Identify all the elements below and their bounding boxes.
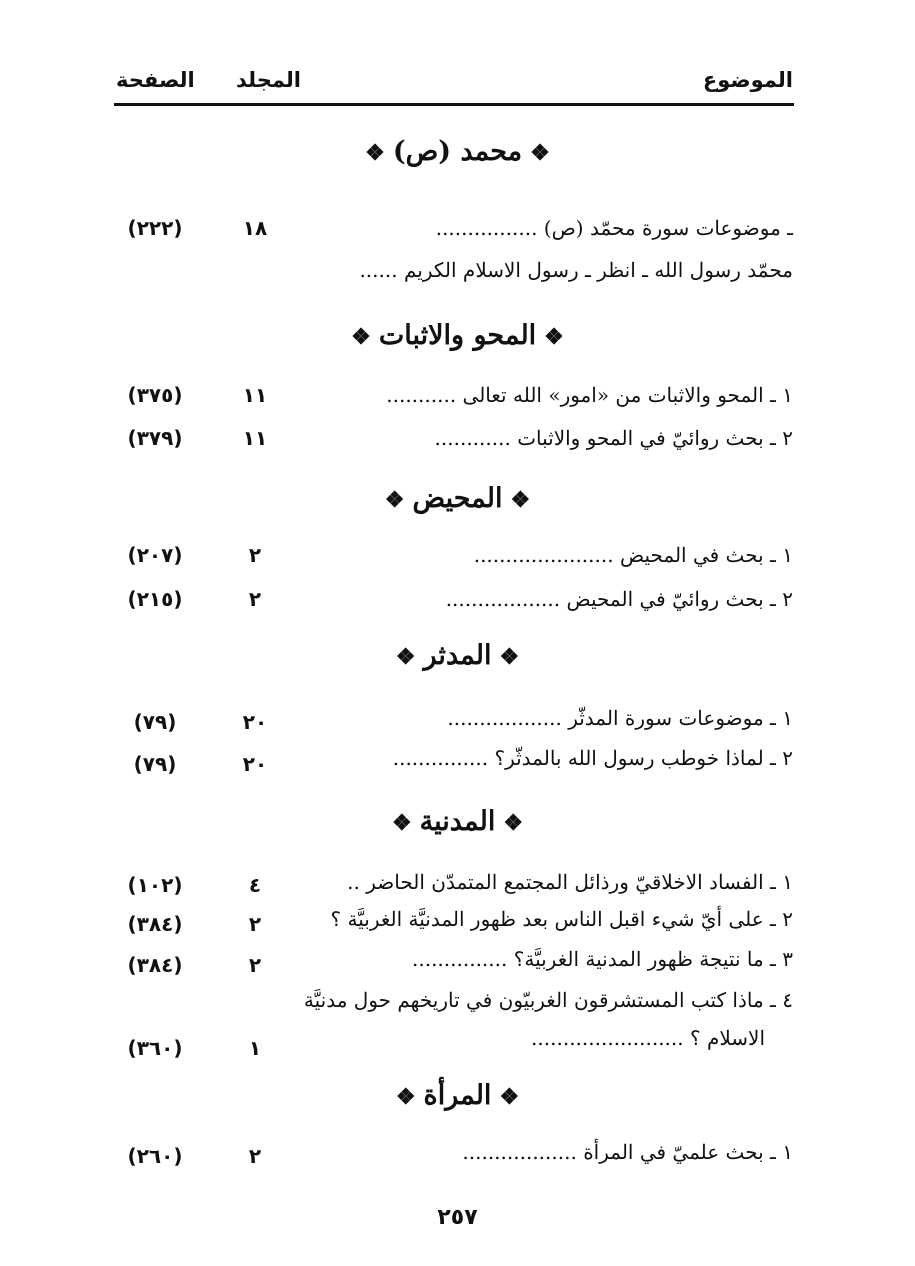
index-entry bbox=[435, 426, 793, 450]
index-entry bbox=[359, 258, 793, 282]
entry-text: محمّد رسول الله ـ انظر ـ رسول الاسلام الكريم bbox=[403, 258, 793, 282]
entry-page: (٧٩) bbox=[133, 710, 177, 734]
leader-dots: .. bbox=[347, 870, 360, 894]
entry-volume: ٢٠ bbox=[242, 752, 268, 776]
entry-text: الاسلام ؟ bbox=[689, 1026, 765, 1050]
entry-page: (٢٦٠) bbox=[127, 1144, 183, 1168]
entry-volume: ٢٠ bbox=[242, 710, 268, 734]
index-entry bbox=[386, 383, 793, 407]
entry-page: (١٠٢) bbox=[127, 873, 183, 897]
entry-volume: ٢ bbox=[248, 953, 262, 977]
header-volume-label: المجلد bbox=[236, 68, 301, 92]
header-topic-label: الموضوع bbox=[702, 68, 793, 92]
ornament-icon: ❖ bbox=[395, 1083, 416, 1110]
ornament-icon: ❖ bbox=[510, 486, 531, 513]
index-entry bbox=[304, 988, 793, 1012]
index-entry bbox=[446, 587, 793, 611]
leader-dots: ...................... bbox=[473, 543, 614, 567]
entry-text: ٢ ـ على أيّ شيء اقبل الناس بعد ظهور المدنيَّة الغربيَّة ؟ bbox=[330, 907, 793, 931]
entry-volume: ٢ bbox=[248, 543, 262, 567]
entry-text: ٢ ـ لماذا خوطب رسول الله بالمدثّر؟ bbox=[494, 746, 793, 770]
entry-text: ٣ ـ ما نتيجة ظهور المدنية الغربيَّة؟ bbox=[513, 947, 793, 971]
index-entry bbox=[331, 907, 793, 931]
entry-text: ١ ـ بحث علميّ في المرأة bbox=[583, 1140, 793, 1164]
section-title: المحيض bbox=[412, 483, 503, 514]
index-entry-continuation bbox=[531, 1026, 765, 1050]
entry-page: (٢٠٧) bbox=[127, 543, 183, 567]
ornament-icon: ❖ bbox=[365, 139, 385, 166]
ornament-icon: ❖ bbox=[544, 323, 564, 350]
section-heading bbox=[0, 320, 915, 351]
leader-dots: ........... bbox=[386, 383, 457, 407]
ornament-icon: ❖ bbox=[530, 139, 550, 166]
section-heading bbox=[0, 136, 915, 167]
page-number: ٢٥٧ bbox=[437, 1205, 478, 1230]
ornament-icon: ❖ bbox=[499, 1083, 520, 1110]
entry-volume: ١٨ bbox=[242, 216, 268, 240]
leader-dots: .................. bbox=[462, 1140, 577, 1164]
entry-text: ١ ـ المحو والاثبات من «امور» الله تعالى bbox=[462, 383, 793, 407]
entry-page: (٣٧٥) bbox=[127, 383, 183, 407]
entry-text: ١ ـ بحث في المحيض bbox=[619, 543, 793, 567]
entry-page: (٣٦٠) bbox=[127, 1036, 183, 1060]
entry-text: ٢ ـ بحث روائيّ في المحو والاثبات bbox=[517, 426, 793, 450]
entry-page: (٢٢٢) bbox=[127, 216, 183, 240]
ornament-icon: ❖ bbox=[499, 643, 520, 670]
entry-text: ١ ـ الفساد الاخلاقيّ ورذائل المجتمع المتمدّن الحاضر bbox=[366, 870, 793, 894]
section-heading bbox=[0, 640, 915, 671]
entry-page: (٣٧٩) bbox=[127, 426, 183, 450]
leader-dots: ............... bbox=[392, 746, 489, 770]
entry-text: ٢ ـ بحث روائيّ في المحيض bbox=[566, 587, 793, 611]
index-entry bbox=[393, 746, 793, 770]
ornament-icon: ❖ bbox=[395, 643, 416, 670]
entry-text: ١ ـ موضوعات سورة المدثّر bbox=[568, 706, 793, 730]
index-entry bbox=[462, 1140, 793, 1164]
index-entry bbox=[412, 947, 793, 971]
leader-dots: ................ bbox=[435, 216, 538, 240]
entry-volume: ٤ bbox=[248, 873, 262, 897]
entry-volume: ١١ bbox=[242, 426, 268, 450]
entry-volume: ٢ bbox=[248, 1144, 262, 1168]
entry-page: (٣٨٤) bbox=[127, 912, 183, 936]
section-heading bbox=[0, 483, 915, 514]
leader-dots: ............... bbox=[412, 947, 508, 971]
entry-page: (٣٨٤) bbox=[127, 953, 183, 977]
section-heading bbox=[0, 1080, 915, 1111]
section-heading bbox=[0, 806, 915, 837]
entry-page: (٧٩) bbox=[133, 752, 177, 776]
header-rule bbox=[114, 103, 794, 106]
section-title: المدنية bbox=[419, 806, 496, 837]
section-title: المدثر bbox=[423, 640, 492, 671]
index-entry bbox=[447, 706, 793, 730]
leader-dots: ...... bbox=[359, 258, 398, 282]
leader-dots: .................. bbox=[447, 706, 562, 730]
entry-text: ٤ ـ ماذا كتب المستشرقون الغربيّون في تاريخهم حول مدنيَّة bbox=[303, 988, 793, 1012]
section-title: المرأة bbox=[423, 1080, 492, 1111]
entry-volume: ١ bbox=[248, 1036, 262, 1060]
ornament-icon: ❖ bbox=[384, 486, 405, 513]
ornament-icon: ❖ bbox=[391, 809, 412, 836]
section-title: المحو والاثبات bbox=[378, 320, 537, 351]
leader-dots: .................. bbox=[445, 587, 561, 611]
entry-page: (٢١٥) bbox=[127, 587, 183, 611]
entry-volume: ٢ bbox=[248, 587, 262, 611]
ornament-icon: ❖ bbox=[351, 323, 371, 350]
entry-text: ـ موضوعات سورة محمّد (ص) bbox=[543, 216, 793, 240]
header-page-label: الصفحة bbox=[116, 68, 195, 92]
leader-dots: ........................ bbox=[531, 1026, 684, 1050]
leader-dots: ............ bbox=[434, 426, 511, 450]
entry-volume: ١١ bbox=[242, 383, 268, 407]
entry-volume: ٢ bbox=[248, 912, 262, 936]
ornament-icon: ❖ bbox=[503, 809, 524, 836]
index-entry bbox=[436, 216, 793, 240]
index-entry bbox=[347, 870, 793, 894]
index-entry bbox=[474, 543, 793, 567]
section-title: محمد (ص) bbox=[392, 136, 523, 167]
